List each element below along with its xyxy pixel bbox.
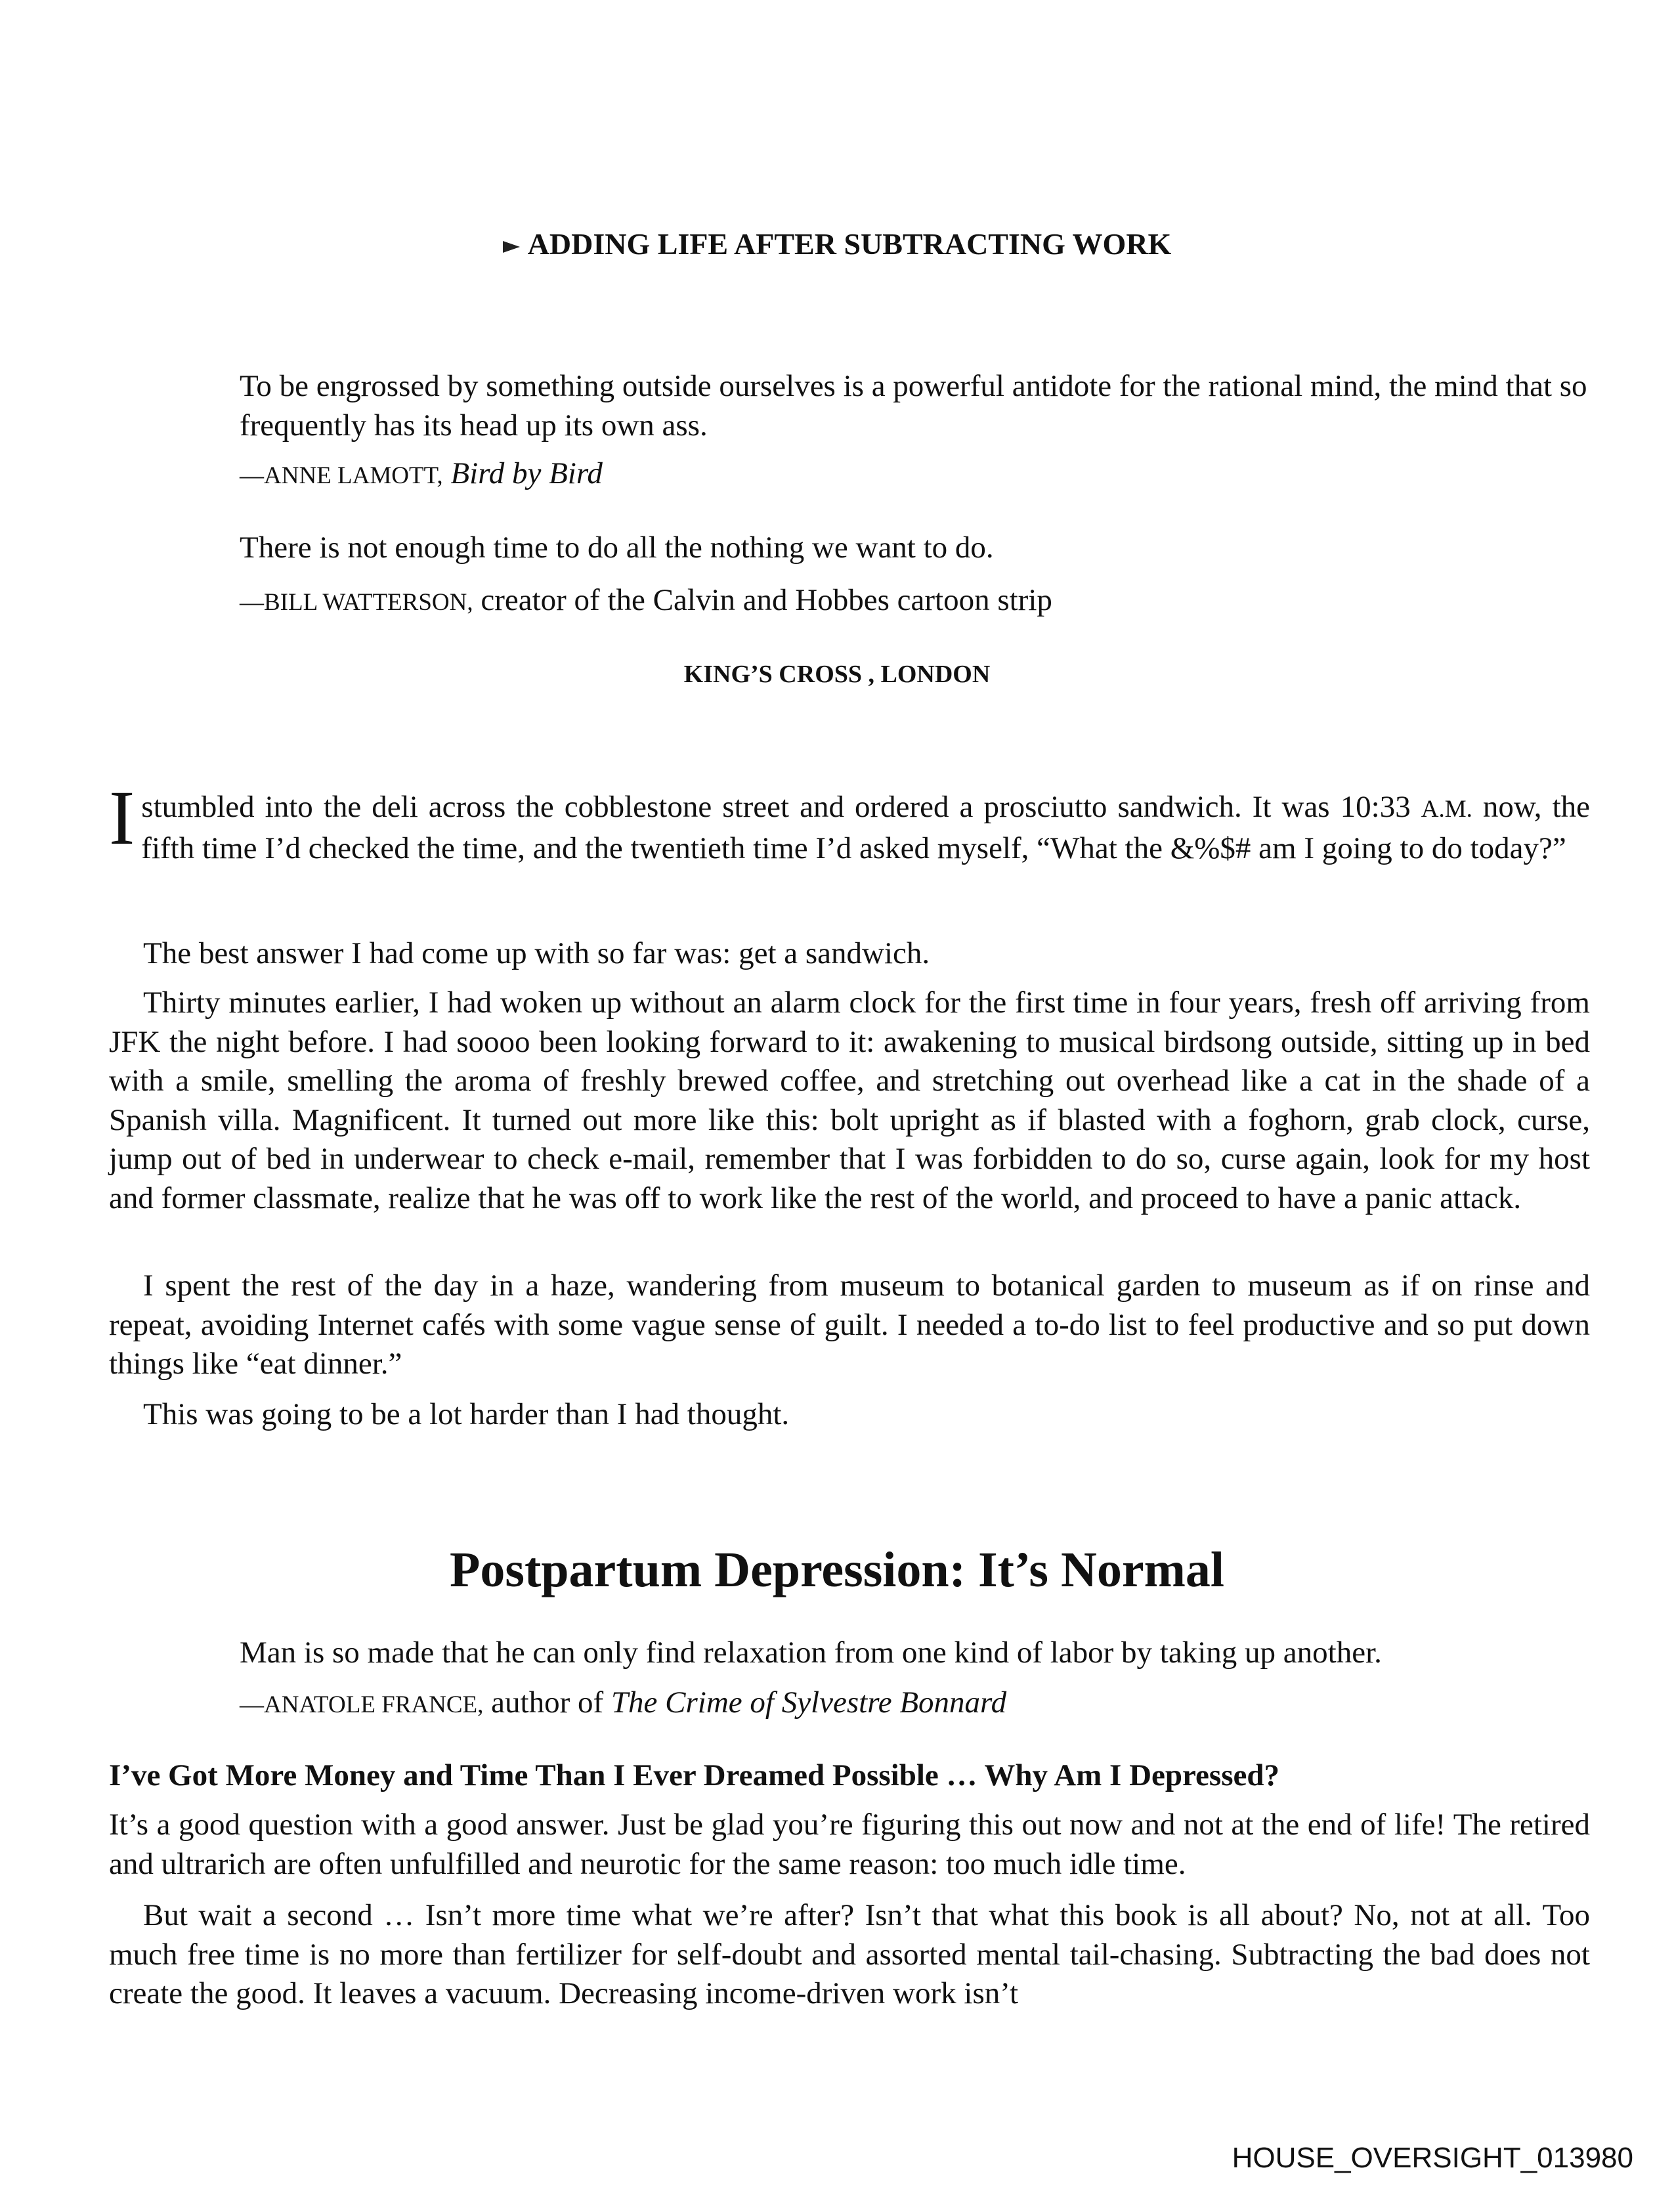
section-paragraph-1: It’s a good question with a good answer. Just be glad you’re figuring this out now and not at the end of life! The retired and ultrarich are often unfulfilled and neurotic for the same reason: too much idle time. bbox=[109, 1808, 1590, 1881]
epigraph-author: —ANATOLE FRANCE, bbox=[240, 1691, 484, 1718]
running-header bbox=[0, 225, 1674, 264]
epigraph-2 bbox=[240, 529, 1592, 622]
epigraph-author: —BILL WATTERSON, bbox=[240, 588, 473, 616]
location-heading: KING’S CROSS , LONDON bbox=[683, 661, 991, 688]
text: stumbled into the deli across the cobblestone street and ordered a prosciutto sandwich. It was 10:33 bbox=[141, 790, 1421, 824]
epigraph-source: The Crime of Sylvestre Bonnard bbox=[611, 1685, 1007, 1720]
story-paragraph-3: Thirty minutes earlier, I had woken up without an alarm clock for the first time in four years, fresh off arriving from JFK the night before. I had soooo been looking forward to it: awakening to musical birdsong outside, sitting up in bed with a smile, smelling the aroma of freshly brewed coffee, and stretching out overhead like a cat in the shade of a Spanish villa. Magnificent. It turned out more like this: bolt upright as if blasted with a foghorn, grab clock, curse, jump out of bed in underwear to check e-mail, remember that I was forbidden to do so, curse again, look for my host and former classmate, realize that he was off to work like the rest of the world, and proceed to have a panic attack. bbox=[109, 986, 1590, 1215]
story-paragraph-4: I spent the rest of the day in a haze, wandering from museum to botanical garden to museum as if on rinse and repeat, avoiding Internet cafés with some vague sense of guilt. I needed a to-do list to feel productive and so put down things like “eat dinner.” bbox=[109, 1269, 1590, 1381]
section-epigraph bbox=[240, 1634, 1592, 1724]
subheading: I’ve Got More Money and Time Than I Ever Dreamed Possible … Why Am I Depressed? bbox=[109, 1758, 1279, 1792]
epigraph-quote: There is not enough time to do all the nothing we want to do. bbox=[240, 531, 994, 565]
running-title: ADDING LIFE AFTER SUBTRACTING WORK bbox=[527, 227, 1172, 261]
story-paragraph-1 bbox=[109, 775, 1590, 868]
text: now, the fifth time I’d checked the time, and the twentieth time I’d asked myself, “What the &%$# am I going to do today?” bbox=[141, 790, 1590, 865]
epigraph-source: Bird by Bird bbox=[450, 456, 603, 490]
story-paragraph-2: The best answer I had come up with so far was: get a sandwich. bbox=[143, 936, 930, 970]
text: author of bbox=[483, 1685, 611, 1720]
drop-cap: I bbox=[109, 775, 135, 861]
bates-number: HOUSE_OVERSIGHT_013980 bbox=[1232, 2142, 1633, 2174]
text: A.M. bbox=[1421, 796, 1472, 823]
arrow-right-icon bbox=[503, 241, 520, 253]
epigraph-quote: Man is so made that he can only find relaxation from one kind of labor by taking up another. bbox=[240, 1636, 1382, 1670]
story-paragraph-5: This was going to be a lot harder than I had thought. bbox=[143, 1397, 790, 1431]
epigraph-1 bbox=[240, 367, 1592, 496]
epigraph-source: creator of the Calvin and Hobbes cartoon strip bbox=[481, 582, 1052, 617]
section-title: Postpartum Depression: It’s Normal bbox=[449, 1542, 1224, 1597]
section-paragraph-2: But wait a second … Isn’t more time what we’re after? Isn’t that what this book is all about? No, not at all. Too much free time is no more than fertilizer for self-doubt and assorted mental tail-chasing. Subtracting the bad does not create the good. It leaves a vacuum. Decreasing income-driven work isn’t bbox=[109, 1898, 1590, 2010]
epigraph-quote: To be engrossed by something outside ourselves is a powerful antidote for the rational mind, the mind that so frequently has its head up its own ass. bbox=[240, 369, 1587, 443]
epigraph-author: —ANNE LAMOTT, bbox=[240, 462, 443, 489]
